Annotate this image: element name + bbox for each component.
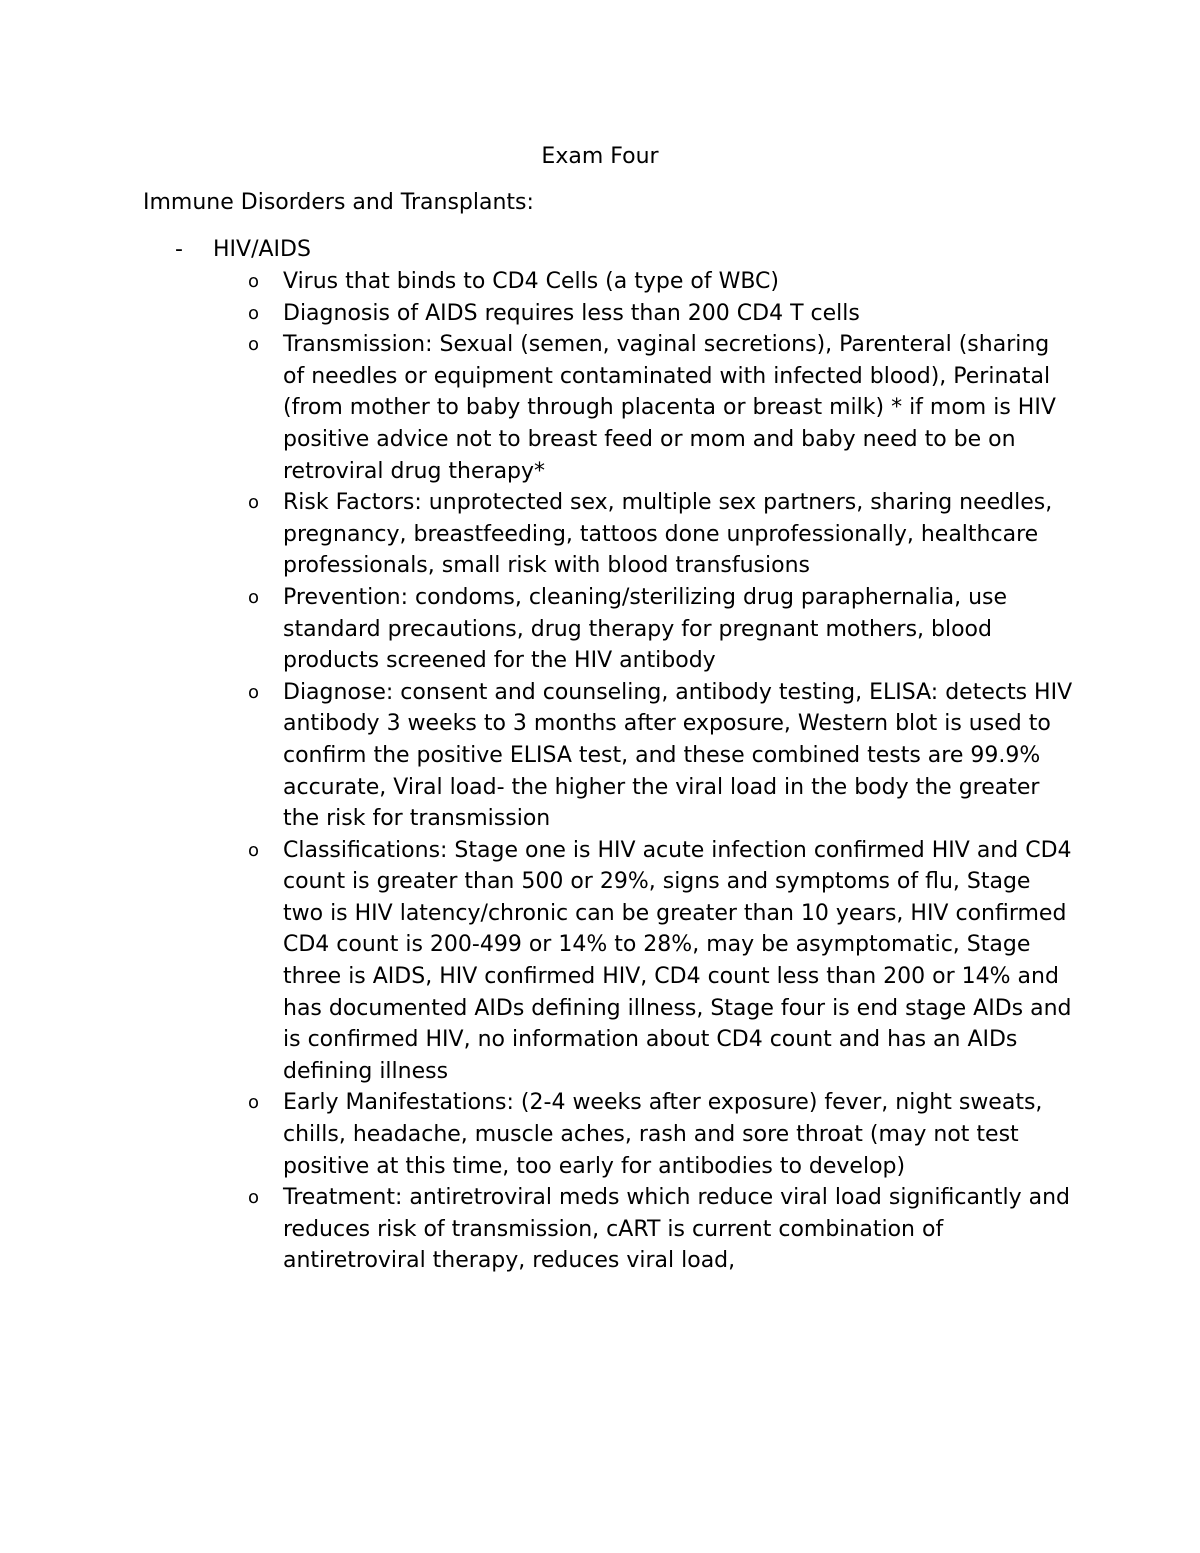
bullet-marker: o bbox=[248, 492, 260, 514]
list-item-text: Treatment: antiretroviral meds which reduce viral load significantly and reduces risk of transmission, cART is current combination of antiretroviral therapy, reduces viral load, bbox=[283, 1185, 1071, 1274]
list-item bbox=[245, 266, 1075, 298]
list-item-text: Early Manifestations: (2-4 weeks after exposure) fever, night sweats, chills, headache, muscle aches, rash and sore throat (may not test positive at this time, too early for antibodies to develop) bbox=[283, 1090, 1043, 1179]
document-title: Exam Four bbox=[541, 144, 659, 169]
list-item-text: Diagnosis of AIDS requires less than 200 CD4 T cells bbox=[283, 300, 860, 326]
bullet-marker: o bbox=[248, 586, 260, 608]
list-item-text: Transmission: Sexual (semen, vaginal secretions), Parenteral (sharing of needles or equipment contaminated with infected blood), Perinatal (from mother to baby through placenta or breast milk) * if mom is HIV positive advice not to breast feed or mom and baby need to be on retroviral drug therapy* bbox=[283, 332, 1056, 484]
section-heading: Immune Disorders and Transplants: bbox=[143, 190, 534, 215]
list-item-text: Virus that binds to CD4 Cells (a type of WBC) bbox=[283, 269, 779, 294]
list-item bbox=[245, 298, 1075, 330]
list-item bbox=[245, 1087, 1075, 1182]
topic-heading bbox=[175, 234, 311, 266]
topic-label: HIV/AIDS bbox=[213, 237, 311, 262]
list-item-text: Classifications: Stage one is HIV acute infection confirmed HIV and CD4 count is greater than 500 or 29%, signs and symptoms of flu, Stage two is HIV latency/chronic can be greater than 10 years, HIV confirmed CD4 count is 200-499 or 14% to 28%, may be asymptomatic, Stage three is AIDS, HIV confirmed HIV, CD4 count less than 200 or 14% and has documented AIDs defining illness, Stage four is end stage AIDs and is confirmed HIV, no information about CD4 count and has an AIDs defining illness bbox=[283, 837, 1072, 1084]
bullet-marker: o bbox=[248, 271, 260, 292]
list-item bbox=[245, 835, 1075, 1088]
list-item-text: Risk Factors: unprotected sex, multiple sex partners, sharing needles, pregnancy, breastfeeding, tattoos done unprofessionally, healthcare professionals, small risk with blood transfusions bbox=[283, 490, 1053, 579]
list-item-text: Prevention: condoms, cleaning/sterilizing drug paraphernalia, use standard precautions, drug therapy for pregnant mothers, blood products screened for the HIV antibody bbox=[283, 584, 1008, 674]
bullet-marker: o bbox=[248, 1092, 260, 1114]
list-item bbox=[245, 582, 1075, 677]
bullet-marker: o bbox=[248, 1187, 260, 1209]
list-item bbox=[245, 487, 1075, 582]
bullet-marker: o bbox=[248, 302, 260, 324]
bullet-marker: o bbox=[248, 334, 260, 356]
list-item bbox=[245, 329, 1075, 487]
sub-bullet-list bbox=[245, 266, 1075, 1277]
list-item bbox=[245, 677, 1075, 835]
bullet-marker: o bbox=[248, 839, 260, 861]
list-item-text: Diagnose: consent and counseling, antibody testing, ELISA: detects HIV antibody 3 weeks to 3 months after exposure, Western blot is used to confirm the positive ELISA test, and these combined tests are 99.9% accurate, Viral load- the higher the viral load in the body the greater the risk for transmission bbox=[283, 679, 1073, 832]
dash-bullet: - bbox=[175, 237, 183, 262]
list-item bbox=[245, 1182, 1075, 1277]
bullet-marker: o bbox=[248, 681, 260, 703]
